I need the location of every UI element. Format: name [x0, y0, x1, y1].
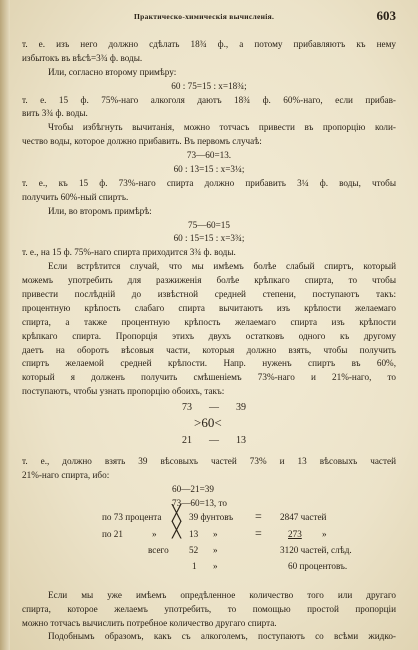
text-line: 21%-наго спирта, ибо:	[22, 470, 110, 481]
text-line: т. е., къ 15 ф. 73%-наго спирта должно прибавить 3¼ ф. воды, чтобы	[22, 177, 396, 188]
cross-multiply-icon: ╳	[172, 505, 182, 522]
text-line: Если встрѣтится случай, что мы имѣемъ болѣе слабый спиртъ, который	[48, 261, 396, 272]
text-line: спиртъ желаемой средней крѣпости. Напр. нуженъ спиртъ въ 60%,	[22, 358, 396, 369]
text-line: спирта, а также процентную крѣпость желаемаго спирта изъ крѣпости	[22, 316, 396, 327]
text-line: привести послѣдній до извѣстной средней степени, поступаютъ такъ:	[22, 289, 396, 300]
row3-label: всего	[148, 544, 169, 555]
cross-top-dash: —	[209, 402, 219, 414]
text-line: можемъ употребить для разжиженія болѣе крѣпкаго спирта, то чтобы	[22, 275, 396, 286]
cross-calculation	[22, 399, 396, 455]
formula-line: 73—60=13.	[186, 150, 232, 161]
row2-ditto: »	[152, 528, 157, 539]
formula-line: 60 : 15=15 : x=3¾;	[173, 233, 245, 244]
page-body	[22, 38, 396, 644]
text-line: крѣпкаго спирта. Пропорція этихъ двухъ остатковъ одного къ другому	[22, 330, 396, 341]
running-title: Практическо-химическія вычисленія.	[134, 12, 275, 21]
cross-bottom-right: 13	[236, 435, 246, 447]
text-line: вить 3¾ ф. воды.	[22, 108, 88, 119]
text-line: Чтобы избѣгнуть вычитанія, можно тотчасъ привести въ пропорцію коли-	[48, 122, 396, 133]
text-line: т. е., на 15 ф. 75%-наго спирта приходится 3¾ ф. воды.	[22, 247, 236, 258]
text-line: Если мы уже имѣемъ опредѣленное количество того или другаго	[48, 589, 396, 600]
text-line: Подобнымъ образомъ, какъ съ алкоголемъ, поступаютъ со всѣми жидко-	[48, 631, 396, 642]
row2-weight: 13	[189, 528, 199, 539]
row2-equals: =	[255, 525, 262, 540]
formula-line: 60—21=39	[172, 483, 214, 494]
formula-line: 60 : 75=15 : x=18¾;	[171, 80, 247, 91]
text-line: можно тотчасъ вычислить потребное количество другаго спирта.	[22, 617, 277, 628]
page-number: 603	[376, 8, 396, 23]
text-line: т. е. изъ него должно сдѣлать 18¾ ф., а потому прибавляютъ къ нему	[22, 39, 396, 49]
cross-bottom-dash: —	[209, 435, 219, 447]
row2-ditto: »	[213, 528, 218, 539]
cross-multiply-icon: ╳	[172, 522, 182, 539]
page-gutter-shadow	[0, 0, 10, 650]
page-header	[24, 8, 396, 26]
row1-percent: по 73 процента	[102, 511, 162, 522]
text-line: который я долженъ получить смѣшеніемъ 73%-наго и 21%-наго, то	[22, 372, 396, 383]
text-line: Или, во второмъ примѣрѣ:	[48, 205, 152, 216]
row1-equals: =	[255, 508, 262, 523]
text-line: спирта, которое желаемъ употребить, то помощью простой пропорціи	[22, 603, 396, 614]
text-line: Или, согласно второму примѣру:	[48, 66, 177, 77]
cross-bottom-left: 21	[182, 435, 192, 447]
text-line: процентную крѣпость слабаго спирта вычитаютъ изъ крѣпости желаемаго	[22, 302, 396, 313]
text-line: даетъ на оборотъ вѣсовыя части, которыя должно взять, чтобы получить	[22, 344, 396, 355]
text-line: т. е., должно взять 39 вѣсовыхъ частей 73% и 13 вѣсовыхъ частей	[22, 456, 396, 467]
row1-weight: 39 фунтовъ	[189, 511, 234, 522]
row3-ditto: »	[213, 544, 218, 555]
row3-result: 3120 частей, слѣд.	[280, 544, 352, 555]
row4-ditto: »	[213, 560, 218, 571]
text-line: чество воды, которое должно прибавить. Въ первомъ случаѣ:	[22, 136, 262, 147]
proportion-table	[22, 505, 396, 589]
row1-result: 2847 частей	[280, 511, 327, 522]
formula-line: 73—60=13, то	[172, 497, 228, 508]
row4-result: 60 процентовъ.	[288, 560, 348, 571]
cross-middle: >60<	[194, 415, 222, 431]
text-line: т. е. 15 ф. 75%-наго алкоголя даютъ 18¾ ф. 60%-наго, если прибав-	[22, 94, 396, 105]
text-line: избытокъ въ вѣсѣ=3¾ ф. воды.	[22, 52, 143, 63]
row2-ditto: »	[322, 528, 327, 539]
row2-result: 273	[288, 528, 302, 539]
text-line: поступаютъ, чтобы узнать пропорцію обоихъ, такъ:	[22, 386, 225, 397]
formula-line: 75—60=15	[188, 219, 230, 230]
cross-top-right: 39	[236, 402, 246, 414]
cross-top-left: 73	[182, 402, 192, 414]
row2-percent: по 21	[102, 528, 123, 539]
row3-weight: 52	[189, 544, 199, 555]
formula-line: 60 : 13=15 : x=3¼;	[173, 164, 245, 175]
row4-weight: 1	[192, 560, 197, 571]
text-line: получить 60%-ный спиртъ.	[22, 191, 129, 202]
